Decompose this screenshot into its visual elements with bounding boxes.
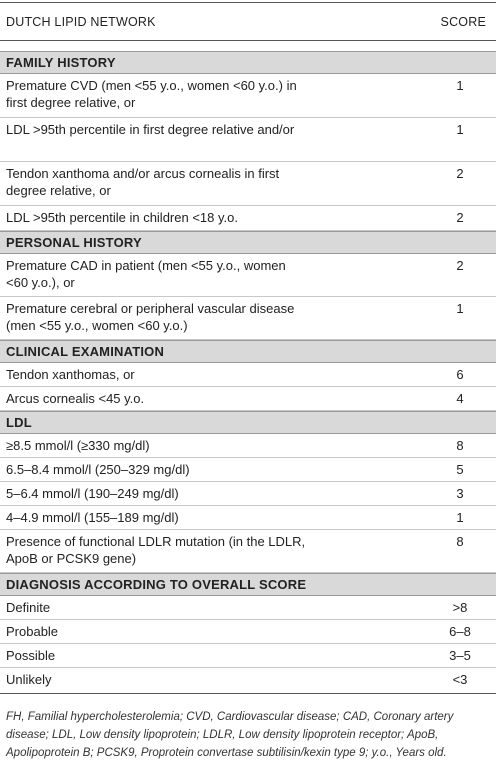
- criterion-score: 1: [456, 510, 464, 525]
- table-row: [0, 434, 496, 458]
- diagnosis-score: 6–8: [449, 624, 471, 639]
- criterion-score: 1: [456, 78, 464, 93]
- table-row: [0, 644, 496, 668]
- criterion-label: Arcus cornealis <45 y.o.: [6, 391, 145, 406]
- criterion-score: 5: [456, 462, 464, 477]
- score-column-header: SCORE: [440, 14, 486, 29]
- criterion-score: 2: [456, 210, 464, 225]
- table-title: DUTCH LIPID NETWORK: [6, 14, 156, 29]
- table-row: [0, 162, 496, 206]
- section-ldl: LDL: [0, 411, 496, 434]
- table-row: [0, 458, 496, 482]
- diagnosis-score: >8: [452, 600, 468, 615]
- criterion-label: Tendon xanthomas, or: [6, 367, 135, 382]
- criterion-label: LDL >95th percentile in first degree relative and/or: [6, 122, 295, 137]
- table-row: [0, 254, 496, 297]
- criterion-score: 3: [456, 486, 464, 501]
- criterion-label: Tendon xanthoma and/or arcus cornealis in first degree relative, or: [6, 166, 280, 198]
- criterion-score: 2: [456, 166, 464, 181]
- criterion-label: 6.5–8.4 mmol/l (250–329 mg/dl): [6, 462, 190, 477]
- section-family-history: FAMILY HISTORY: [0, 51, 496, 74]
- criterion-label: 5–6.4 mmol/l (190–249 mg/dl): [6, 486, 179, 501]
- criterion-score: 2: [456, 258, 464, 273]
- criterion-label: LDL >95th percentile in children <18 y.o.: [6, 210, 238, 225]
- section-diagnosis: DIAGNOSIS ACCORDING TO OVERALL SCORE: [0, 573, 496, 596]
- table-footnote: FH, Familial hypercholesterolemia; CVD, Cardiovascular disease; CAD, Coronary artery disease; LDL, Low density lipoprotein; LDLR, Low density lipoprotein receptor; ApoB, Apolipoprotein B; PCSK9, Proprotein convertase subtilisin/kexin type 9; y.o., Years old.: [6, 711, 454, 759]
- table-row: [0, 297, 496, 340]
- table-row: [0, 506, 496, 530]
- criterion-score: 1: [456, 122, 464, 137]
- criterion-score: 8: [456, 438, 464, 453]
- table-row: [0, 596, 496, 620]
- table-row: [0, 206, 496, 231]
- table-row: [0, 620, 496, 644]
- table-header: [0, 2, 496, 41]
- table-row: [0, 530, 496, 573]
- criterion-score: 8: [456, 534, 464, 549]
- criterion-score: 6: [456, 367, 464, 382]
- diagnosis-label: Definite: [6, 600, 51, 615]
- diagnosis-label: Possible: [6, 648, 56, 663]
- criterion-label: 4–4.9 mmol/l (155–189 mg/dl): [6, 510, 179, 525]
- criterion-label: ≥8.5 mmol/l (≥330 mg/dl): [6, 438, 150, 453]
- table-row: [0, 668, 496, 694]
- criterion-label: Premature cerebral or peripheral vascular disease (men <55 y.o., women <60 y.o.): [6, 301, 295, 333]
- table-row: [0, 118, 496, 162]
- diagnosis-score: 3–5: [449, 648, 471, 663]
- dutch-lipid-network-table: [0, 2, 496, 762]
- table-row: [0, 74, 496, 118]
- criterion-score: 1: [456, 301, 464, 316]
- diagnosis-label: Probable: [6, 624, 59, 639]
- criterion-label: Premature CVD (men <55 y.o., women <60 y.o.) in first degree relative, or: [6, 78, 297, 110]
- table-row: [0, 363, 496, 387]
- criterion-label: Presence of functional LDLR mutation (in the LDLR, ApoB or PCSK9 gene): [6, 534, 306, 566]
- section-personal-history: PERSONAL HISTORY: [0, 231, 496, 254]
- section-clinical-examination: CLINICAL EXAMINATION: [0, 340, 496, 363]
- table-row: [0, 387, 496, 411]
- criterion-score: 4: [456, 391, 464, 406]
- diagnosis-score: <3: [452, 672, 468, 687]
- table-row: [0, 482, 496, 506]
- criterion-label: Premature CAD in patient (men <55 y.o., women <60 y.o.), or: [6, 258, 286, 290]
- diagnosis-label: Unlikely: [6, 672, 52, 687]
